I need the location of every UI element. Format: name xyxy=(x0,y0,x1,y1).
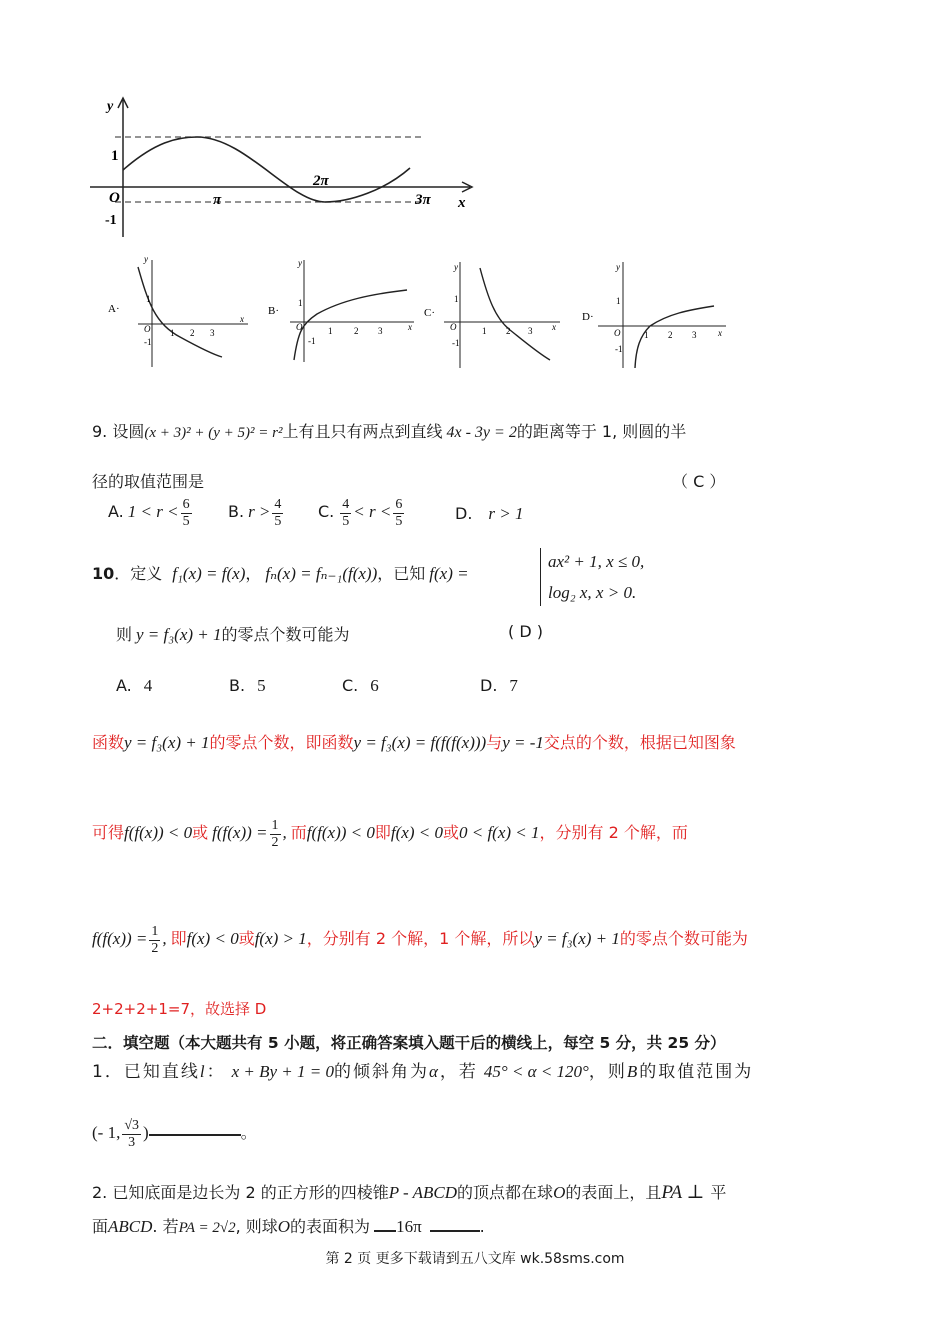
tick-3pi: 3π xyxy=(415,192,431,208)
svg-text:2: 2 xyxy=(354,326,359,336)
svg-text:3: 3 xyxy=(692,330,697,340)
svg-text:y: y xyxy=(298,258,302,268)
tick-2pi: 2π xyxy=(313,173,329,189)
choice-graph-a xyxy=(100,252,260,372)
section-2-heading: 二．填空题（本大题共有 5 小题，将正确答案填入题干后的横线上，每空 5 分，共 25 分） xyxy=(92,1034,726,1052)
question-10-line1: 10．定义 f₁(x) = f(x)， fₙ(x) = fₙ₋₁(f(x))，已知 f(x) = xyxy=(92,564,469,583)
svg-text:1: 1 xyxy=(454,294,459,304)
svg-text:y: y xyxy=(616,262,620,272)
svg-text:x: x xyxy=(408,322,412,332)
question-9-answer: （ C ） xyxy=(672,472,726,491)
svg-text:1: 1 xyxy=(482,326,487,336)
piecewise-case-1: ax² + 1, x ≤ 0, xyxy=(548,552,645,571)
x-label: x xyxy=(458,195,466,211)
svg-text:B·: B· xyxy=(268,305,279,317)
svg-text:2: 2 xyxy=(506,326,511,336)
origin-label: O xyxy=(109,190,120,206)
svg-text:-1: -1 xyxy=(308,336,316,346)
question-10-answer: ( D ) xyxy=(508,622,543,641)
svg-text:3: 3 xyxy=(528,326,533,336)
piecewise-case-2: log₂ x, x > 0. xyxy=(548,583,637,602)
solution-line-1: 函数y = f₃(x) + 1的零点个数，即函数y = f₃(x) = f(f(f(x)))与y = -1交点的个数，根据已知图象 xyxy=(92,733,736,752)
q9-option-b[interactable]: B. r > $\frac{4}{5}$ xyxy=(228,497,282,529)
tick-neg1: -1 xyxy=(105,213,117,228)
svg-text:x: x xyxy=(718,328,722,338)
choice-graph-c xyxy=(420,258,570,373)
question-10-line2: 则 y = f₃(x) + 1的零点个数可能为 xyxy=(116,625,350,644)
svg-text:O: O xyxy=(450,322,457,332)
q10-option-b[interactable]: B. 5 xyxy=(229,676,266,695)
q9-option-d[interactable]: D. r > 1 xyxy=(455,504,524,523)
fill-question-1-answer: (- 1, $\frac{√3}{3}$ ) 。 xyxy=(92,1118,257,1150)
q10-option-a[interactable]: A. 4 xyxy=(116,676,153,695)
svg-text:3: 3 xyxy=(210,328,215,338)
svg-text:1: 1 xyxy=(298,298,303,308)
solution-line-4: 2+2+2+1=7，故选择 D xyxy=(92,1000,267,1018)
svg-text:A·: A· xyxy=(108,303,120,315)
svg-text:O: O xyxy=(296,322,303,332)
tick-1: 1 xyxy=(111,148,119,164)
sine-graph xyxy=(85,92,485,242)
svg-text:C·: C· xyxy=(424,307,435,319)
q10-option-d[interactable]: D. 7 xyxy=(480,676,518,695)
choice-graph-d xyxy=(578,258,728,373)
y-label: y xyxy=(107,99,114,114)
question-9-line1: 9. 设圆(x + 3)² + (y + 5)² = r²上有且只有两点到直线 4x - 3y = 2的距离等于 1, 则圆的半 xyxy=(92,422,687,441)
svg-text:1: 1 xyxy=(644,330,649,340)
svg-text:O: O xyxy=(614,328,621,338)
svg-text:D·: D· xyxy=(582,311,594,323)
svg-text:1: 1 xyxy=(170,328,175,338)
q9-option-c[interactable]: C. $\frac{4}{5}$ < r < $\frac{6}{5}$ xyxy=(318,497,403,529)
question-9-line2: 径的取值范围是 xyxy=(92,472,205,491)
svg-text:2: 2 xyxy=(668,330,673,340)
svg-text:2: 2 xyxy=(190,328,195,338)
tick-pi: π xyxy=(213,192,222,208)
sine-curve xyxy=(123,137,410,202)
solution-line-3: f(f(x)) = $\frac{1}{2}$ , 即f(x) < 0或f(x) > 1，分别有 2 个解，1 个解，所以y = f₃(x) + 1的零点个数可能为 xyxy=(92,924,748,956)
q10-option-c[interactable]: C. 6 xyxy=(342,676,379,695)
svg-text:1: 1 xyxy=(146,294,151,304)
solution-line-2: 可得f(f(x)) < 0或 f(f(x)) = $\frac{1}{2}$ , 而f(f(x)) < 0即f(x) < 0或0 < f(x) < 1，分别有 2 个解，而 xyxy=(92,818,688,850)
svg-text:1: 1 xyxy=(616,296,621,306)
fill-question-2-line1: 2. 已知底面是边长为 2 的正方形的四棱锥P - ABCD的顶点都在球O的表面上，且PA ⊥ 平 xyxy=(92,1182,727,1203)
piecewise-brace xyxy=(540,548,541,606)
fill-question-2-line2: 面ABCD. 若PA = 2√2, 则球O的表面积为 16π . xyxy=(92,1217,485,1236)
svg-text:x: x xyxy=(552,322,556,332)
svg-text:3: 3 xyxy=(378,326,383,336)
svg-text:x: x xyxy=(240,314,244,324)
svg-text:-1: -1 xyxy=(452,338,460,348)
svg-text:-1: -1 xyxy=(144,337,152,347)
q9-option-a[interactable]: A. 1 < r < $\frac{6}{5}$ xyxy=(108,497,190,529)
svg-text:y: y xyxy=(144,254,148,264)
page-footer: 第 2 页 更多下载请到五八文库 wk.58sms.com xyxy=(325,1251,625,1267)
svg-text:y: y xyxy=(454,262,458,272)
svg-text:O: O xyxy=(144,324,151,334)
svg-text:-1: -1 xyxy=(615,344,623,354)
choice-graph-b xyxy=(262,252,422,372)
fill-question-1: 1．已知直线l： x + By + 1 = 0的倾斜角为α，若 45° < α < 120°，则B的取值范围为 xyxy=(92,1062,754,1082)
svg-text:1: 1 xyxy=(328,326,333,336)
